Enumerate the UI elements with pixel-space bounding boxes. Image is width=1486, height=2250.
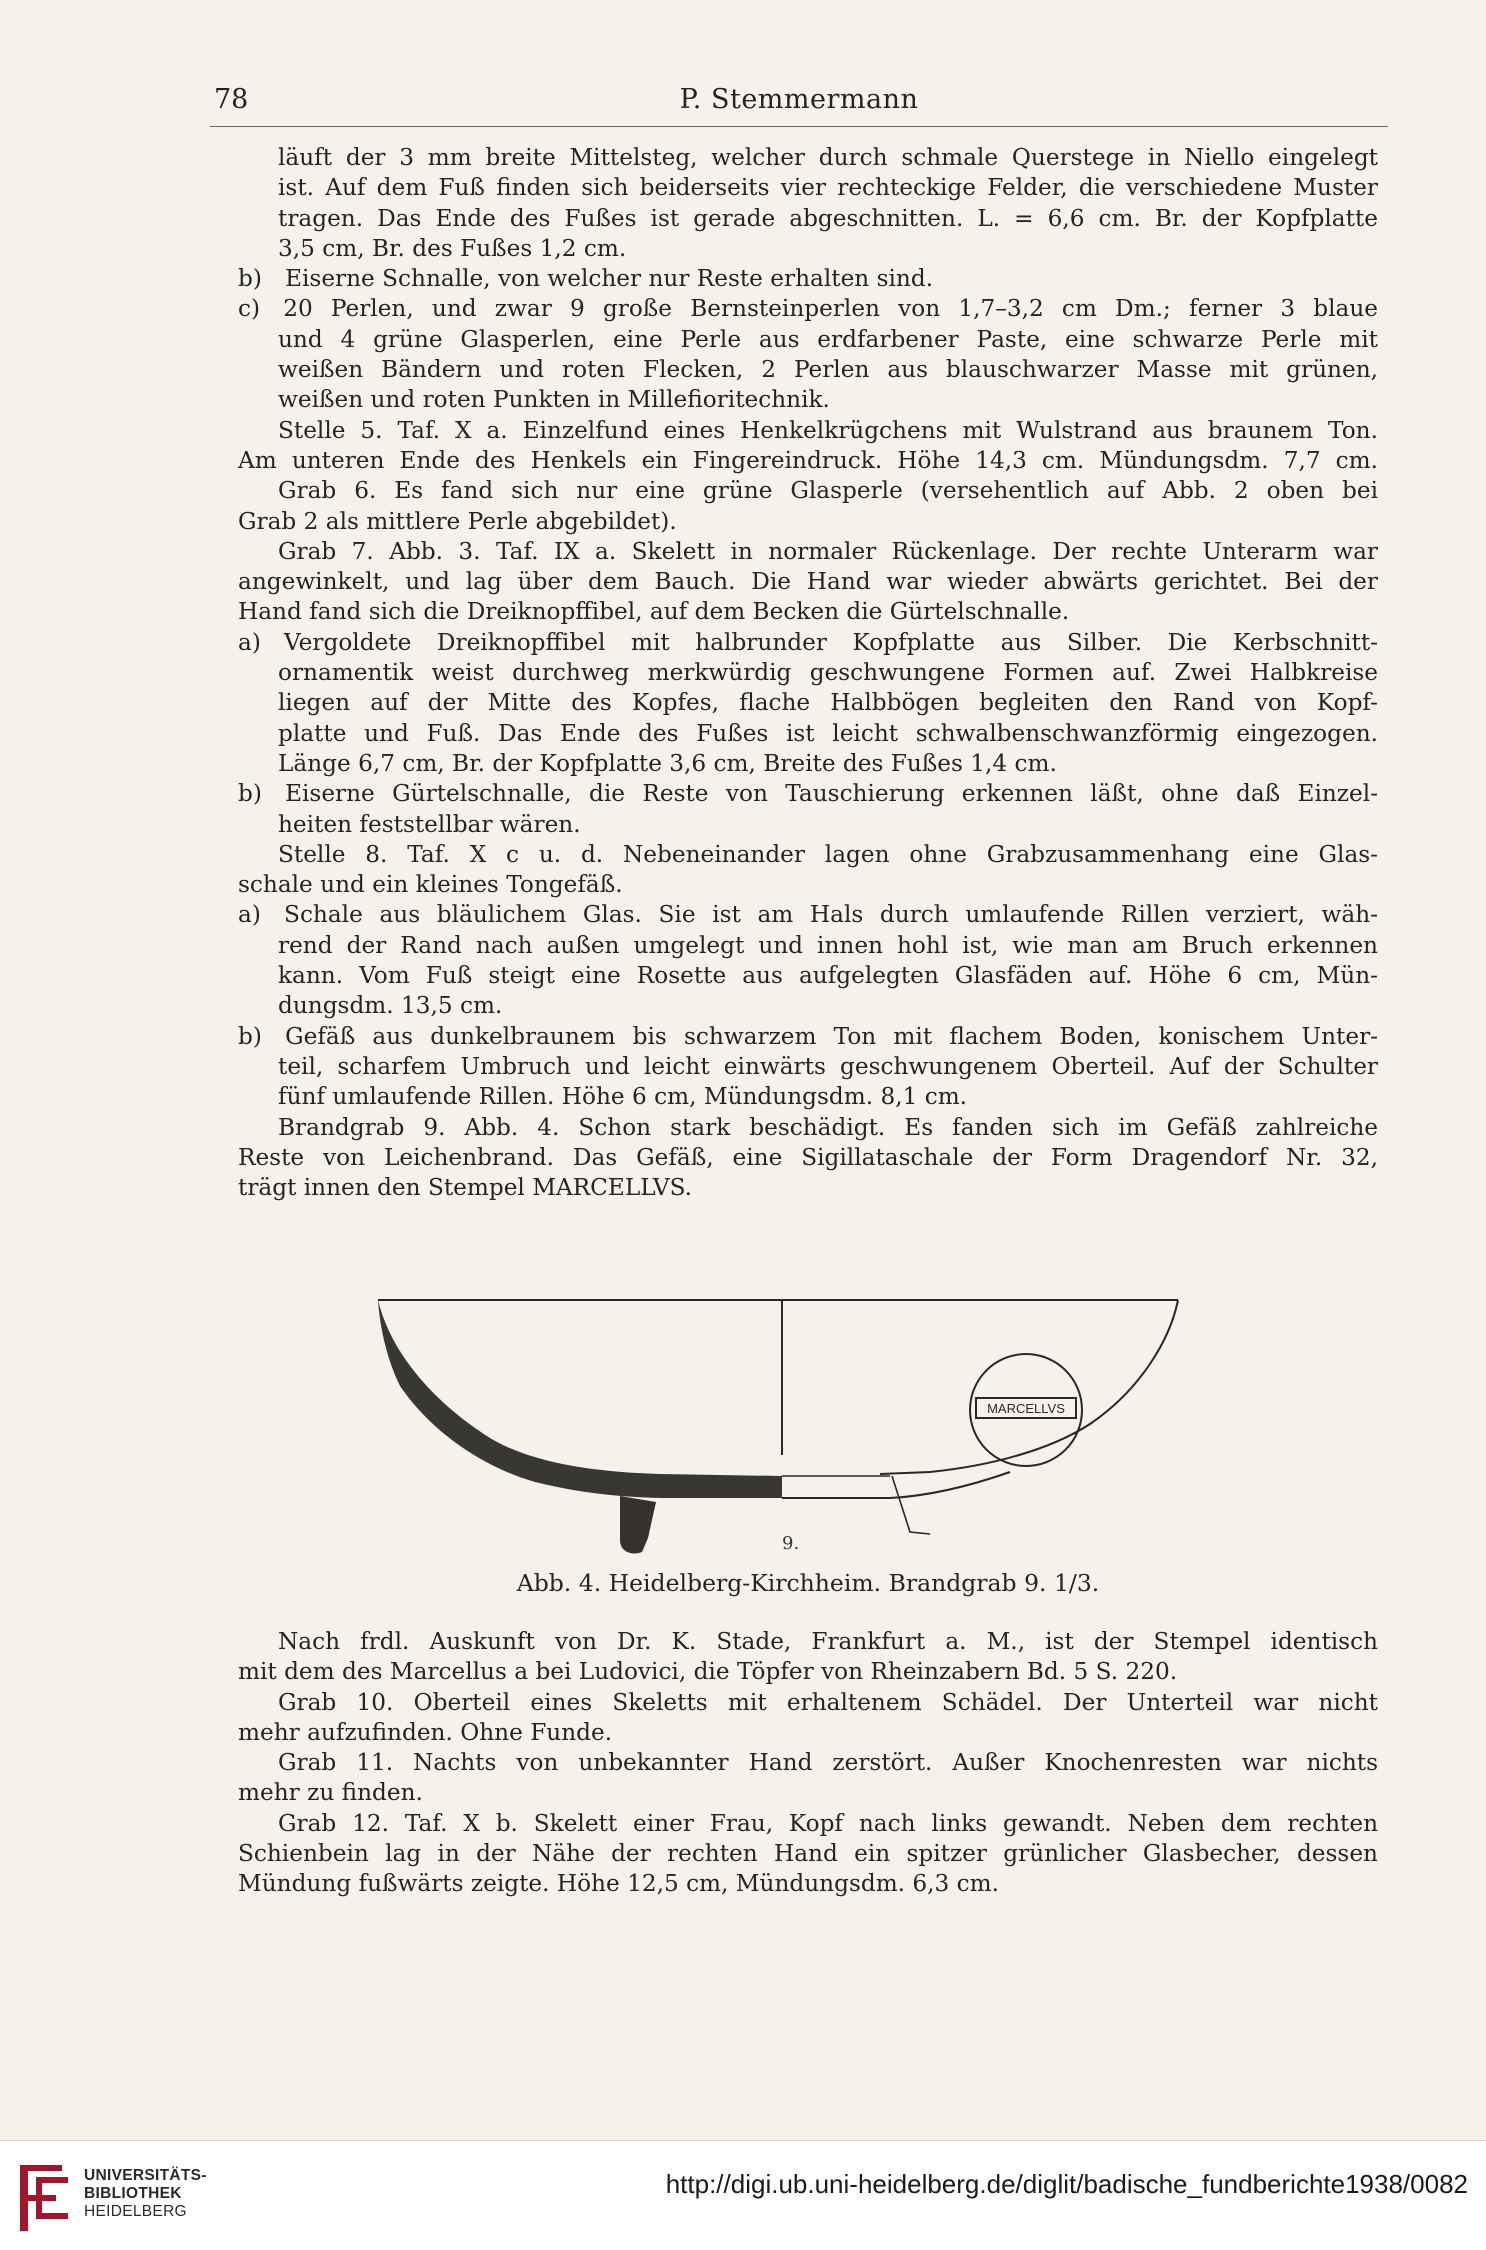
library-name xyxy=(84,2167,207,2221)
text-line: b) Eiserne Schnalle, von welcher nur Reste erhalten sind. xyxy=(238,265,934,293)
text-line: b) Eiserne Gürtelschnalle, die Reste von Tauschierung erkennen läßt, ohne daß Einzel- xyxy=(238,780,1378,808)
text-line: angewinkelt, und lag über dem Bauch. Die Hand war wieder abwärts gerichtet. Bei der xyxy=(238,568,1378,596)
text-line: Grab 11. Nachts von unbekannter Hand zerstört. Außer Knochenresten war nichts xyxy=(278,1749,1378,1777)
text-line: trägt innen den Stempel MARCELLVS. xyxy=(238,1174,693,1202)
text-line: a) Vergoldete Dreiknopffibel mit halbrunder Kopfplatte aus Silber. Die Kerbschnitt- xyxy=(238,628,1378,656)
text-line: Stelle 5. Taf. X a. Einzelfund eines Henkelkrügchens mit Wulstrand aus braunem Ton. xyxy=(278,416,1378,444)
section-hatching xyxy=(384,1302,778,1470)
text-line: kann. Vom Fuß steigt eine Rosette aus aufgelegten Glasfäden auf. Höhe 6 cm, Mün- xyxy=(278,962,1378,990)
text-line: läuft der 3 mm breite Mittelsteg, welcher durch schmale Querstege in Niello eingelegt xyxy=(278,144,1378,171)
text-line: a) Schale aus bläulichem Glas. Sie ist am Hals durch umlaufende Rillen verziert, wäh- xyxy=(238,901,1378,929)
body-text-lower xyxy=(238,1627,1378,1900)
figure-number: 9. xyxy=(782,1533,800,1554)
page-number: 78 xyxy=(214,84,249,115)
foot-ring-section xyxy=(620,1496,656,1554)
right-foot-outline xyxy=(892,1476,930,1534)
text-line: ornamentik weist durchweg merkwürdig geschwungene Formen auf. Zwei Halbkreise xyxy=(278,659,1378,687)
text-line: teil, scharfem Umbruch und leicht einwärts geschwungenem Oberteil. Auf der Schulter xyxy=(278,1052,1378,1080)
figure-caption: Abb. 4. Heidelberg-Kirchheim. Brandgrab 9. 1/3. xyxy=(516,1569,1100,1597)
text-line: Länge 6,7 cm, Br. der Kopfplatte 3,6 cm, Breite des Fußes 1,4 cm. xyxy=(278,749,1057,777)
text-line: schale und ein kleines Tongefäß. xyxy=(238,871,623,899)
body-text-upper xyxy=(238,143,1378,1203)
text-line: Hand fand sich die Dreiknopffibel, auf dem Becken die Gürtelschnalle. xyxy=(238,598,1070,626)
text-line: weißen Bändern und roten Flecken, 2 Perlen aus blauschwarzer Masse mit grünen, xyxy=(278,356,1378,384)
text-line: Mündung fußwärts zeigte. Höhe 12,5 cm, Mündungsdm. 6,3 cm. xyxy=(238,1870,1000,1898)
text-line: Grab 6. Es fand sich nur eine grüne Glasperle (versehentlich auf Abb. 2 oben bei xyxy=(278,477,1378,505)
text-line: Reste von Leichenbrand. Das Gefäß, eine Sigillataschale der Form Dragendorf Nr. 32, xyxy=(238,1143,1378,1171)
text-line: Schienbein lag in der Nähe der rechten Hand ein spitzer grünlicher Glasbecher, dessen xyxy=(238,1840,1378,1868)
library-name-line1: UNIVERSITÄTS- xyxy=(84,2167,207,2184)
text-line: tragen. Das Ende des Fußes ist gerade abgeschnitten. L. = 6,6 cm. Br. der Kopfplatte xyxy=(278,204,1378,232)
text-line: Brandgrab 9. Abb. 4. Schon stark beschädigt. Es fanden sich im Gefäß zahlreiche xyxy=(278,1113,1378,1141)
text-line: platte und Fuß. Das Ende des Fußes ist leicht schwalbenschwanzförmig eingezogen. xyxy=(278,719,1378,747)
digitization-footer xyxy=(0,2140,1486,2250)
right-outer-wall xyxy=(880,1300,1178,1474)
text-line: Grab 2 als mittlere Perle abgebildet). xyxy=(238,507,677,535)
text-line: 3,5 cm, Br. des Fußes 1,2 cm. xyxy=(278,234,627,262)
source-url-link[interactable]: http://digi.ub.uni-heidelberg.de/diglit/badische_fundberichte1938/0082 xyxy=(665,2169,1468,2199)
text-line: rend der Rand nach außen umgelegt und innen hohl ist, wie man am Bruch erkennen xyxy=(278,931,1378,959)
library-name-line2: BIBLIOTHEK xyxy=(84,2185,182,2202)
left-wall-section xyxy=(378,1300,782,1498)
library-name-line3: HEIDELBERG xyxy=(84,2203,187,2220)
text-line: mehr aufzufinden. Ohne Funde. xyxy=(238,1718,613,1746)
text-line: weißen und roten Punkten in Millefioritechnik. xyxy=(278,386,830,414)
running-head-author: P. Stemmermann xyxy=(679,84,919,115)
text-line: c) 20 Perlen, und zwar 9 große Bernsteinperlen von 1,7–3,2 cm Dm.; ferner 3 blaue xyxy=(238,295,1378,323)
text-line: fünf umlaufende Rillen. Höhe 6 cm, Mündungsdm. 8,1 cm. xyxy=(278,1083,968,1111)
running-head xyxy=(210,82,1388,127)
text-line: und 4 grüne Glasperlen, eine Perle aus erdfarbener Paste, eine schwarze Perle mit xyxy=(278,325,1378,353)
text-line: mehr zu finden. xyxy=(238,1779,423,1807)
ub-heidelberg-logo-icon xyxy=(6,2155,76,2241)
text-line: ist. Auf dem Fuß finden sich beiderseits vier rechteckige Felder, die verschiedene Muster xyxy=(278,174,1378,202)
text-line: Nach frdl. Auskunft von Dr. K. Stade, Frankfurt a. M., ist der Stempel identisch xyxy=(278,1628,1378,1655)
text-line: b) Gefäß aus dunkelbraunem bis schwarzem Ton mit flachem Boden, konischem Unter- xyxy=(238,1022,1378,1050)
text-line: dungsdm. 13,5 cm. xyxy=(278,992,503,1020)
text-line: Grab 12. Taf. X b. Skelett einer Frau, Kopf nach links gewandt. Neben dem rechten xyxy=(278,1809,1378,1837)
text-line: Grab 7. Abb. 3. Taf. IX a. Skelett in normaler Rückenlage. Der rechte Unterarm war xyxy=(278,537,1378,565)
text-line: Am unteren Ende des Henkels ein Fingereindruck. Höhe 14,3 cm. Mündungsdm. 7,7 cm. xyxy=(238,446,1378,474)
text-line: Grab 10. Oberteil eines Skeletts mit erhaltenem Schädel. Der Unterteil war nicht xyxy=(278,1688,1378,1716)
text-line: liegen auf der Mitte des Kopfes, flache Halbbögen begleiten den Rand von Kopf- xyxy=(278,689,1378,717)
text-line: mit dem des Marcellus a bei Ludovici, die Töpfer von Rheinzabern Bd. 5 S. 220. xyxy=(238,1658,1178,1686)
text-line: Stelle 8. Taf. X c u. d. Nebeneinander lagen ohne Grabzusammenhang eine Glas- xyxy=(278,840,1378,868)
stamp-text: MARCELLVS xyxy=(987,1401,1065,1416)
text-line: heiten feststellbar wären. xyxy=(278,810,581,838)
